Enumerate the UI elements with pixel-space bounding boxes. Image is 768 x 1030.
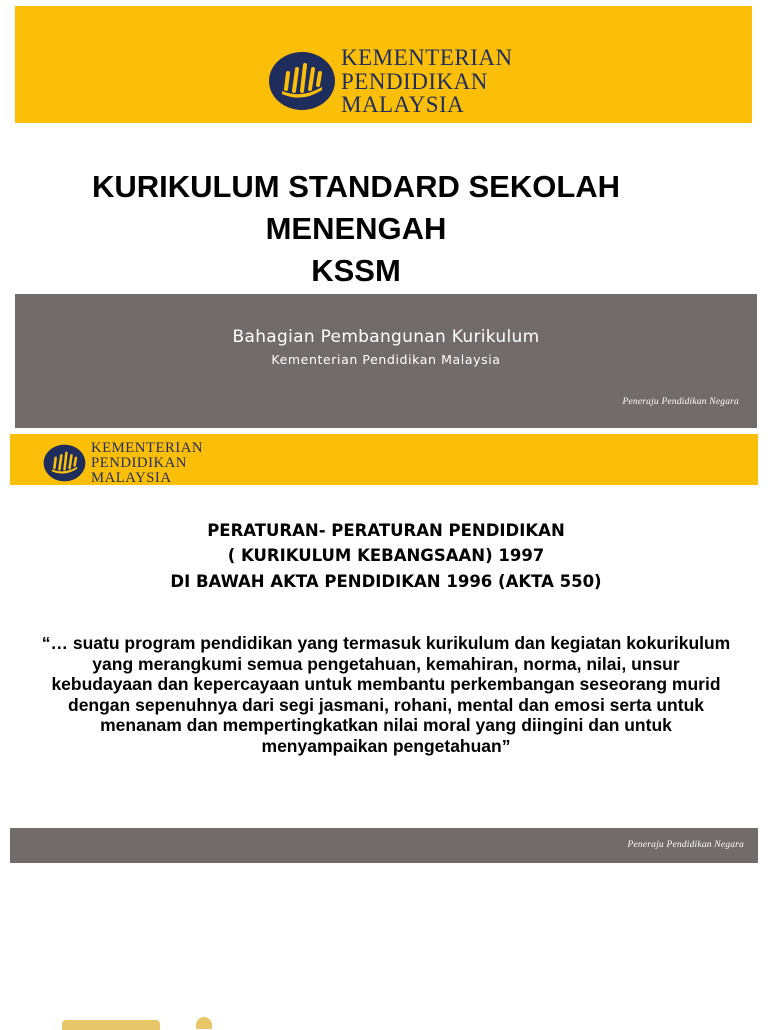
- slide2-heading-line3: DI BAWAH AKTA PENDIDIKAN 1996 (AKTA 550): [170, 572, 602, 591]
- logo-line2: PENDIDIKAN: [91, 454, 187, 471]
- slide1-title-line1: KURIKULUM STANDARD SEKOLAH: [91, 169, 621, 204]
- logo-line3: MALAYSIA: [91, 469, 172, 486]
- slide2-logo: [42, 441, 203, 485]
- next-slide-fragment-dot: [196, 1017, 212, 1029]
- ministry-logo-icon: [268, 51, 336, 111]
- next-slide-fragment: [62, 1020, 160, 1030]
- ministry-name: Kementerian Pendidikan Malaysia: [271, 352, 501, 367]
- slide1-footer-band: [15, 294, 757, 428]
- slide2-motto: Peneraju Pendidikan Negara: [627, 840, 744, 850]
- logo-line1: KEMENTERIAN: [91, 440, 204, 456]
- legal-quote: “… suatu program pendidikan yang termasuk kurikulum dan kegiatan kokurikulum yang merangkumi semua pengetahuan, kemahiran, norma, nilai, unsur kebudayaan dan kepercayaan untuk membantu perkembangan seseorang murid dengan sepenuhnya dari segi jasmani, rohani, mental dan emosi serta untuk menanam dan mempertingkatkan nilai moral yang diingini dan untuk menyampaikan pengetahuan”: [41, 633, 731, 756]
- logo-line1: KEMENTERIAN: [341, 44, 513, 70]
- slide1-title-line3: KSSM: [311, 253, 401, 288]
- slide2-heading-line2: ( KURIKULUM KEBANGSAAN) 1997: [227, 546, 545, 565]
- department-name: Bahagian Pembangunan Kurikulum: [232, 327, 540, 347]
- slide1-motto: Peneraju Pendidikan Negara: [622, 397, 739, 407]
- slide2-heading-line1: PERATURAN- PERATURAN PENDIDIKAN: [207, 521, 565, 540]
- slide2-footer-band: [10, 828, 758, 863]
- logo-line2: PENDIDIKAN: [341, 67, 488, 94]
- slide1-title-line2: MENENGAH: [265, 211, 447, 246]
- slide1-logo: [268, 46, 513, 117]
- ministry-logo-icon: [42, 444, 87, 482]
- logo-line3: MALAYSIA: [341, 91, 465, 117]
